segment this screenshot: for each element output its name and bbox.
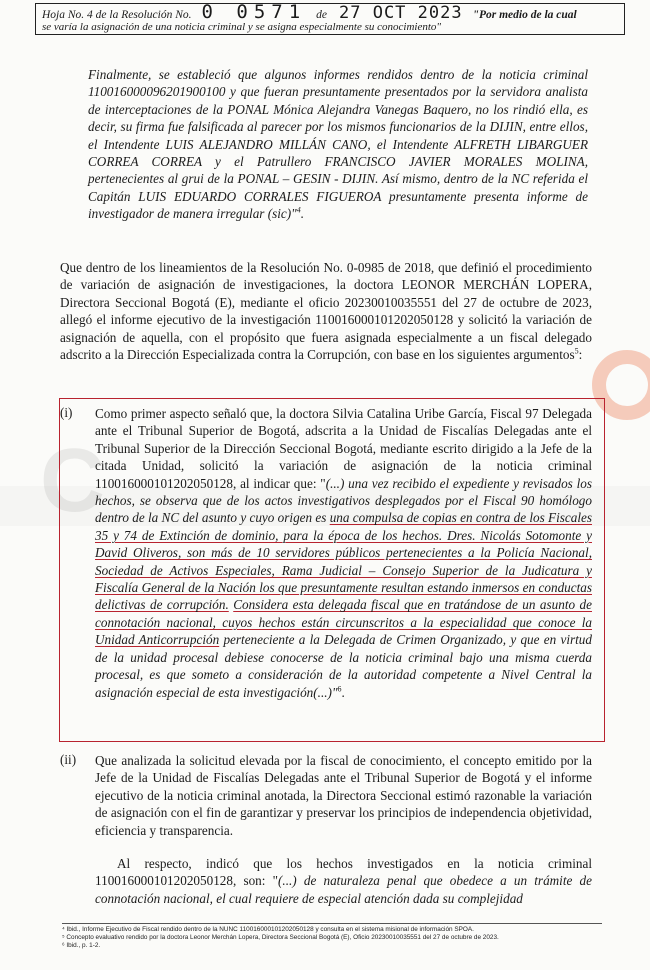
footnote: ⁵ Concepto evaluativo rendido por la doctora Leonor Merchán Lopera, Directora Seccional Bogotá (E), Oficio 20230010035551 del 27 de octubre de 2023. <box>62 934 499 942</box>
list-item <box>95 752 592 839</box>
quote-text: Finalmente, se estableció que algunos informes rendidos dentro de la noticia criminal 110016000096201900100 y que fueran presuntamente presentados por la servidora analista de interceptaciones de la PONAL Mónica Alejandra Vanegas Baquero, no los rindió ella, es decir, su firma fue falsificada al parecer por los mismos funcionarios de la DIJIN, entre ellos, el Intendente LUIS ALEJANDRO MILLÁN CANO, el Intendente ALFRETH LIBARGUER CORREA CORREA y el Patrullero FRANCISCO JAVIER MORALES MOLINA, pertenecientes al grui de la PONAL – GESIN - DIJIN. Así mismo, dentro de la NC referida el Capitán LUIS EDUARDO CORRALES FIGUEROA presuntamente presenta informe de investigador de manera irregular (sic)" <box>88 67 588 222</box>
paragraph-text: Al respecto, indicó que los hechos investigados en la noticia criminal 110016000101202050128, son: " <box>95 856 592 889</box>
underlined-quote: una compulsa de copias en contra de los Fiscales 35 y 74 de Extinción de dominio, para la época de los hechos. Dres. Nicolás Sotomonte y David Oliveros, son más de 10 servidores públicos pertenecientes a la Policía Nacional, Sociedad de Activos Especiales, Rama Judicial – Consejo Superior de la Judicatura y Fiscalía General de la Nación los que presuntamente resultan estando inmersos en conductas delictivas de corrupción. <box>95 510 592 613</box>
footnotes <box>62 923 602 951</box>
page-header <box>35 3 625 35</box>
body-paragraph <box>95 855 592 907</box>
footnote: ⁶ Ibid., p. 1-2. <box>62 942 101 950</box>
header-title-start: "Por medio de la cual <box>472 9 577 21</box>
resolution-date: 27 OCT 2023 <box>339 3 463 23</box>
list-item: Como primer aspecto señaló que, la doctora Silvia Catalina Uribe García, Fiscal 97 Delegada ante el Tribunal Superior de Bogotá, adscrita a la Unidad de Fiscalías Delegadas ante el Tribunal Superior de la Dirección Seccional Bogotá, mediante escrito dirigido a la Jefe de la citada Unidad, solicitó la variación de asignación de la noticia criminal 110016000101202050128, al indicar que: "(...) una vez recibido el expediente y revisados los hechos, se observa que de los actos investigativos desplegados por el Fiscal 90 homólogo dentro de la NC del asunto y cuyo origen es una compulsa de copias en contra de los Fiscales 35 y 74 de Extinción de dominio, para la época de los hechos. Dres. Nicolás Sotomonte y David Oliveros, son más de 10 servidores públicos pertenecientes a la Policía Nacional, Sociedad de Activos Especiales, Rama Judicial – Consejo Superior de la Judicatura y Fiscalía General de la Nación los que presuntamente resultan estando inmersos en conductas delictivas de corrupción. Considera esta delegada fiscal que en tratándose de un asunto de connotación nacional, cuyos hechos están circunscritos a la especialidad que conoce la Unidad Anticorrupción perteneciente a la Delegada de Crimen Organizado, y que en virtud de la unidad procesal debiese conocerse de la noticia criminal bajo una misma cuerda procesal, es que someto a consideración de la autoridad competente a Nivel Central la asignación especial de esta investigación(...)"$^6$. <box>95 406 592 700</box>
footnote-ref: 6 <box>337 684 342 694</box>
item-text: Que analizada la solicitud elevada por la fiscal de conocimiento, el concepto emitido por la Jefe de la Unidad de Fiscalías Delegadas ante el Tribunal Superior de Bogotá y el informe ejecutivo de la noticia criminal anotada, la Directora Seccional estimó razonable la variación de asignación con el fin de garantizar y preservar los principios de independencia objetividad, eficiencia y transparencia. <box>95 753 592 838</box>
item-quote: (...) una vez recibido el expediente y revisados los hechos, se observa que de los actos investigativos desplegados por el Fiscal 90 homólogo dentro de la NC del asunto y cuyo origen es <box>95 475 592 526</box>
quote-paragraph: Finalmente, se estableció que algunos informes rendidos dentro de la noticia criminal 110016000096201900100 y que fueran presuntamente presentados por la servidora analista de interceptaciones de la PONAL Mónica Alejandra Vanegas Baquero, no los rindió ella, es decir, su firma fue falsificada al parecer por los mismos funcionarios de la DIJIN, entre ellos, el Intendente LUIS ALEJANDRO MILLÁN CANO, el Intendente ALFRETH LIBARGUER CORREA CORREA y el Patrullero FRANCISCO JAVIER MORALES MOLINA, pertenecientes al grui de la PONAL – GESIN - DIJIN. Así mismo, dentro de la NC referida el Capitán LUIS EDUARDO CORRALES FIGUEROA presuntamente presenta informe de investigador de manera irregular (sic)"$^4$. <box>88 67 588 222</box>
item-label: (ii) <box>60 752 77 767</box>
footnote: ⁴ Ibid., Informe Ejecutivo de Fiscal rendido dentro de la NUNC 110016000101202050128 y consulta en el sistema misional de información SPOA. <box>62 926 474 933</box>
body-paragraph: Que dentro de los lineamientos de la Resolución No. 0-0985 de 2018, que definió el procedimiento de variación de asignación de investigaciones, la doctora LEONOR MERCHÁN LOPERA, Directora Seccional Bogotá (E), mediante el oficio 20230010035551 del 27 de octubre de 2023, allegó el informe ejecutivo de la investigación 110016000101202050128 y solicitó la variación de asignación de aquella, con el propósito que fuera asignada especialmente a un fiscal delegado adscrito a la Dirección Especializada contra la Corrupción, con base en los siguientes argumentos$^5$: <box>60 260 592 363</box>
resolution-number: 0 0571 <box>201 1 307 23</box>
footnote-ref: 5 <box>574 346 579 356</box>
item-quote: perteneciente a la Delegada de Crimen Organizado, y que en virtud de la unidad procesal debiese conocerse de la noticia criminal bajo una misma cuerda procesal, es que someto a consideración de la autoridad competente a Nivel Central la asignación especial de esta investigación(...)" <box>95 632 592 700</box>
paragraph-quote: (...) de naturaleza penal que obedece a un trámite de connotación nacional, el cual requiere de especial atención dada su complejidad <box>95 873 592 906</box>
header-de: de <box>316 9 327 21</box>
item-label: (i) <box>60 405 73 420</box>
underlined-quote: Considera esta delegada fiscal que en tratándose de un asunto de connotación nacional, cuyos hechos están circunscritos a la especialidad que conoce la Unidad Anticorrupción <box>95 597 592 648</box>
header-title-end: se varía la asignación de una noticia criminal y se asigna especialmente su conocimiento" <box>42 21 442 33</box>
footnote-ref: 4 <box>296 205 301 215</box>
paragraph-text: Que dentro de los lineamientos de la Resolución No. 0-0985 de 2018, que definió el procedimiento de variación de asignación de investigaciones, la doctora LEONOR MERCHÁN LOPERA, Directora Seccional Bogotá (E), mediante el oficio 20230010035551 del 27 de octubre de 2023, allegó el informe ejecutivo de la investigación 110016000101202050128 y solicitó la variación de asignación de aquella, con el propósito que fuera asignada especialmente a un fiscal delegado adscrito a la Dirección Especializada contra la Corrupción, con base en los siguientes argumentos <box>60 260 592 363</box>
header-hoja: Hoja No. 4 de la Resolución No. <box>42 9 192 21</box>
watermark-letter: C <box>40 431 105 531</box>
item-intro: Como primer aspecto señaló que, la doctora Silvia Catalina Uribe García, Fiscal 97 Delegada ante el Tribunal Superior de Bogotá, adscrita a la Unidad de Fiscalías Delegadas ante el Tribunal Superior de la Dirección Seccional Bogotá, mediante escrito dirigido a la Jefe de la citada Unidad, solicitó la variación de asignación de la noticia criminal 110016000101202050128, al indicar que: " <box>95 406 592 491</box>
